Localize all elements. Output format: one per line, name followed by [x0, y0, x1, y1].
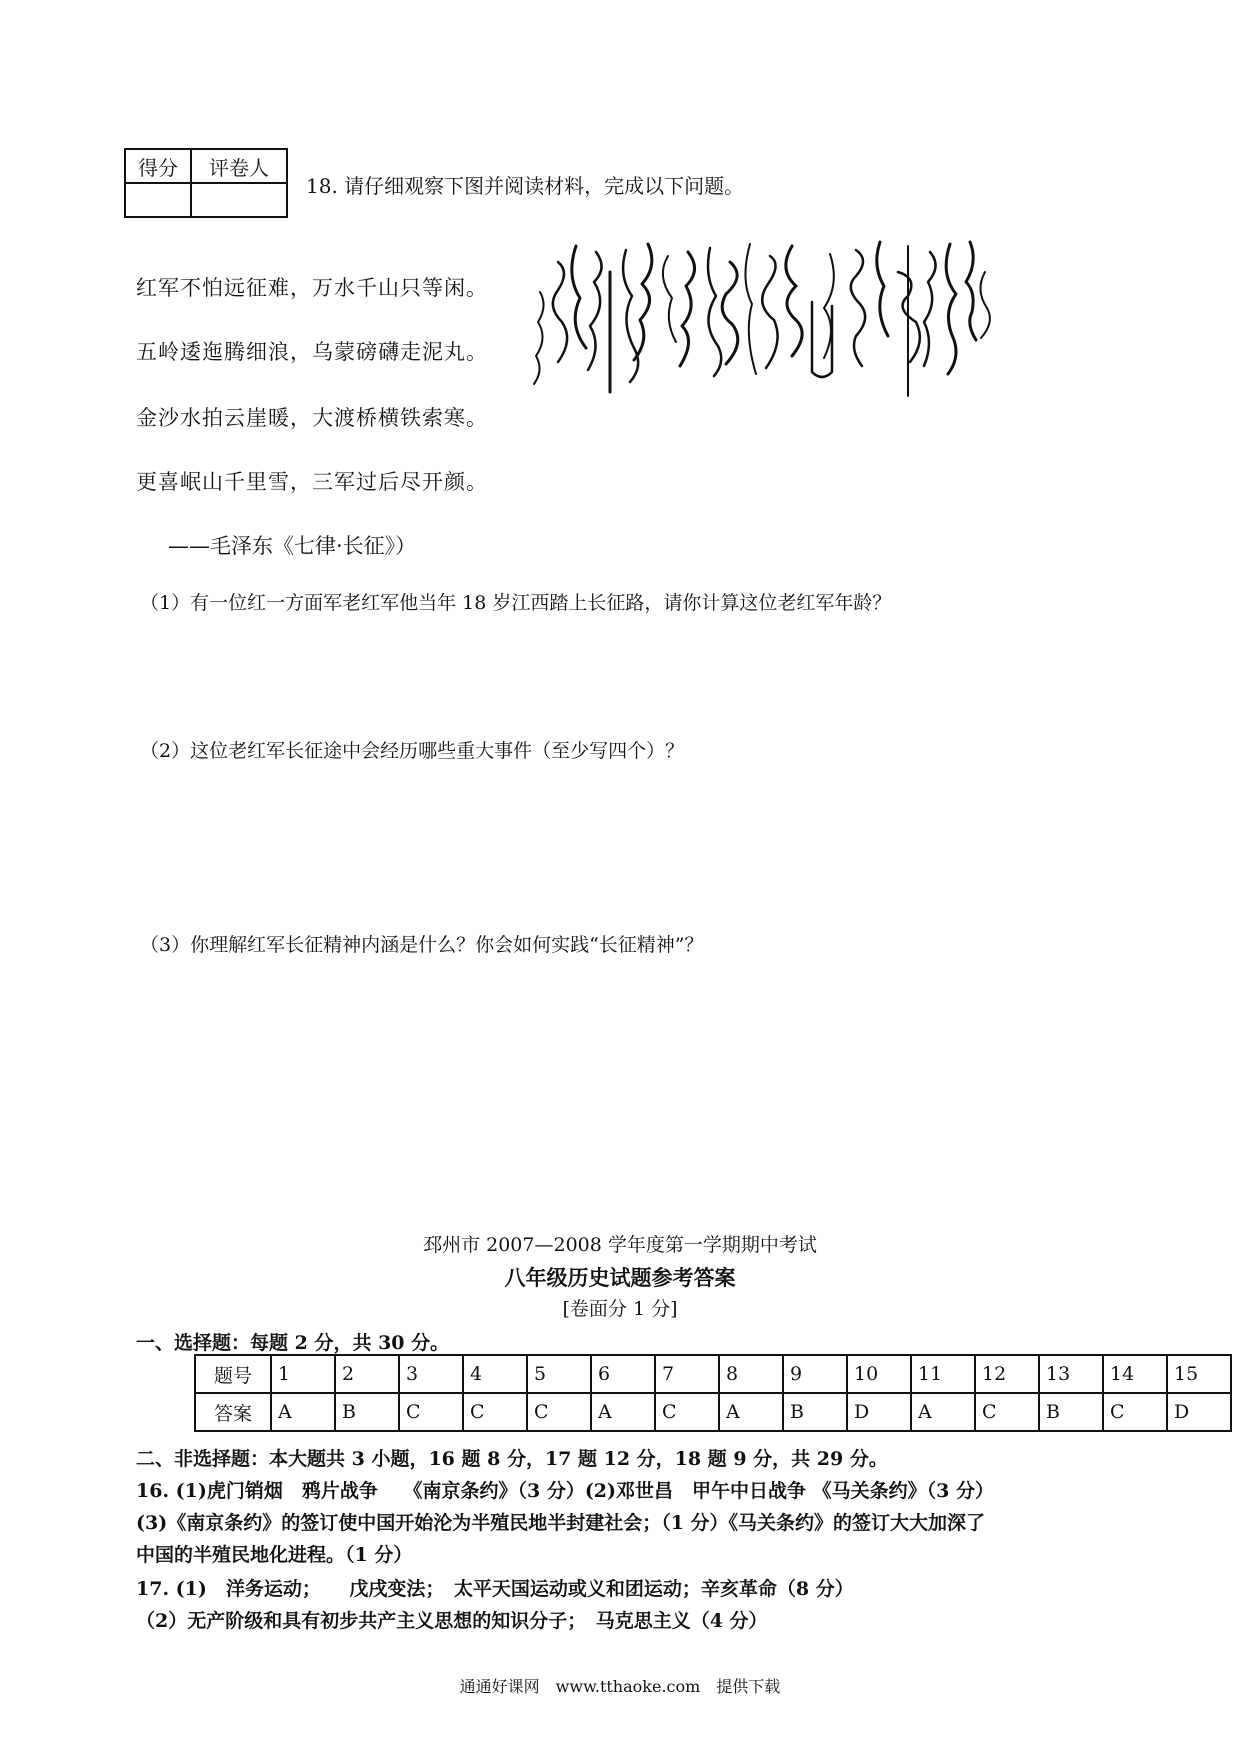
q-answer: C [463, 1393, 527, 1431]
sub-question-3: （3）你理解红军长征精神内涵是什么？你会如何实践“长征精神”？ [140, 934, 704, 956]
sub-question-1: （1）有一位红一方面军老红军他当年 18 岁江西踏上长征路，请你计算这位老红军年龄？ [140, 592, 892, 614]
poem-line-3: 金沙水拍云崖暖，大渡桥横铁索寒。 [136, 406, 488, 430]
q-number: 6 [591, 1355, 655, 1393]
q-number: 9 [783, 1355, 847, 1393]
answer-line-5: （2）无产阶级和具有初步共产主义思想的知识分子； 马克思主义（4 分） [136, 1610, 768, 1632]
q-answer: B [335, 1393, 399, 1431]
q-number: 4 [463, 1355, 527, 1393]
section-1-title: 一、选择题：每题 2 分，共 30 分。 [136, 1332, 450, 1354]
q-answer: C [975, 1393, 1039, 1431]
row-label-answer: 答案 [195, 1393, 271, 1431]
q-answer: C [527, 1393, 591, 1431]
answer-line-1: 16. (1)虎门销烟 鸦片战争 《南京条约》（3 分）(2)邓世昌 甲午中日战争 《马关条约》（3 分） [136, 1480, 994, 1502]
score-field[interactable] [125, 183, 191, 217]
q-answer: C [655, 1393, 719, 1431]
q-number: 7 [655, 1355, 719, 1393]
blank-mark [848, 764, 888, 784]
q-number: 14 [1103, 1355, 1167, 1393]
calligraphy-strokes [530, 232, 1000, 418]
q-number: 15 [1167, 1355, 1231, 1393]
q-answer: A [271, 1393, 335, 1431]
q-number: 12 [975, 1355, 1039, 1393]
mao-calligraphy-image [530, 232, 1000, 418]
q-answer: B [783, 1393, 847, 1431]
answer-table-number-row [195, 1355, 1231, 1393]
q-answer: D [847, 1393, 911, 1431]
q-number: 13 [1039, 1355, 1103, 1393]
poem-line-4: 更喜岷山千里雪，三军过后尽开颜。 [136, 470, 488, 494]
answer-table [194, 1354, 1232, 1432]
q-number: 1 [271, 1355, 335, 1393]
q-answer: C [1103, 1393, 1167, 1431]
poem-line-2: 五岭逶迤腾细浪，乌蒙磅礴走泥丸。 [136, 340, 488, 364]
q-answer: A [911, 1393, 975, 1431]
answer-line-4: 17. (1) 洋务运动； 戊戌变法； 太平天国运动或义和团运动；辛亥革命（8 分） [136, 1578, 854, 1600]
answer-heading-1: 邳州市 2007—2008 学年度第一学期期中考试 [423, 1234, 817, 1256]
section-2-title: 二、非选择题：本大题共 3 小题，16 题 8 分，17 题 12 分，18 题 9 分，共 29 分。 [136, 1448, 888, 1470]
question-title: 18. 请仔细观察下图并阅读材料，完成以下问题。 [306, 174, 745, 198]
grader-field[interactable] [191, 183, 287, 217]
answer-line-2: (3)《南京条约》的签订使中国开始沦为半殖民地半封建社会；（1 分）《马关条约》的签订大大加深了 [136, 1512, 986, 1534]
q-answer: A [719, 1393, 783, 1431]
answer-heading-2: 八年级历史试题参考答案 [504, 1265, 736, 1290]
q-answer: A [591, 1393, 655, 1431]
q-number: 3 [399, 1355, 463, 1393]
answer-heading-3: [卷面分 1 分] [562, 1298, 678, 1320]
sub-question-2: （2）这位老红军长征途中会经历哪些重大事件（至少写四个）？ [140, 740, 685, 762]
q-answer: C [399, 1393, 463, 1431]
page-footer: 通通好课网 www.tthaoke.com 提供下载 [459, 1677, 781, 1696]
q-number: 10 [847, 1355, 911, 1393]
poem-author: ——毛泽东《七律·长征》） [168, 534, 417, 558]
poem-line-1: 红军不怕远征难，万水千山只等闲。 [136, 276, 488, 300]
q-number: 2 [335, 1355, 399, 1393]
q-number: 11 [911, 1355, 975, 1393]
q-number: 8 [719, 1355, 783, 1393]
q-number: 5 [527, 1355, 591, 1393]
score-box [124, 148, 288, 218]
q-answer: D [1167, 1393, 1231, 1431]
q-answer: B [1039, 1393, 1103, 1431]
row-label-number: 题号 [195, 1355, 271, 1393]
answer-table-answer-row [195, 1393, 1231, 1431]
grader-label: 评卷人 [191, 149, 287, 183]
answer-line-3: 中国的半殖民地化进程。（1 分） [136, 1544, 413, 1566]
score-label: 得分 [125, 149, 191, 183]
